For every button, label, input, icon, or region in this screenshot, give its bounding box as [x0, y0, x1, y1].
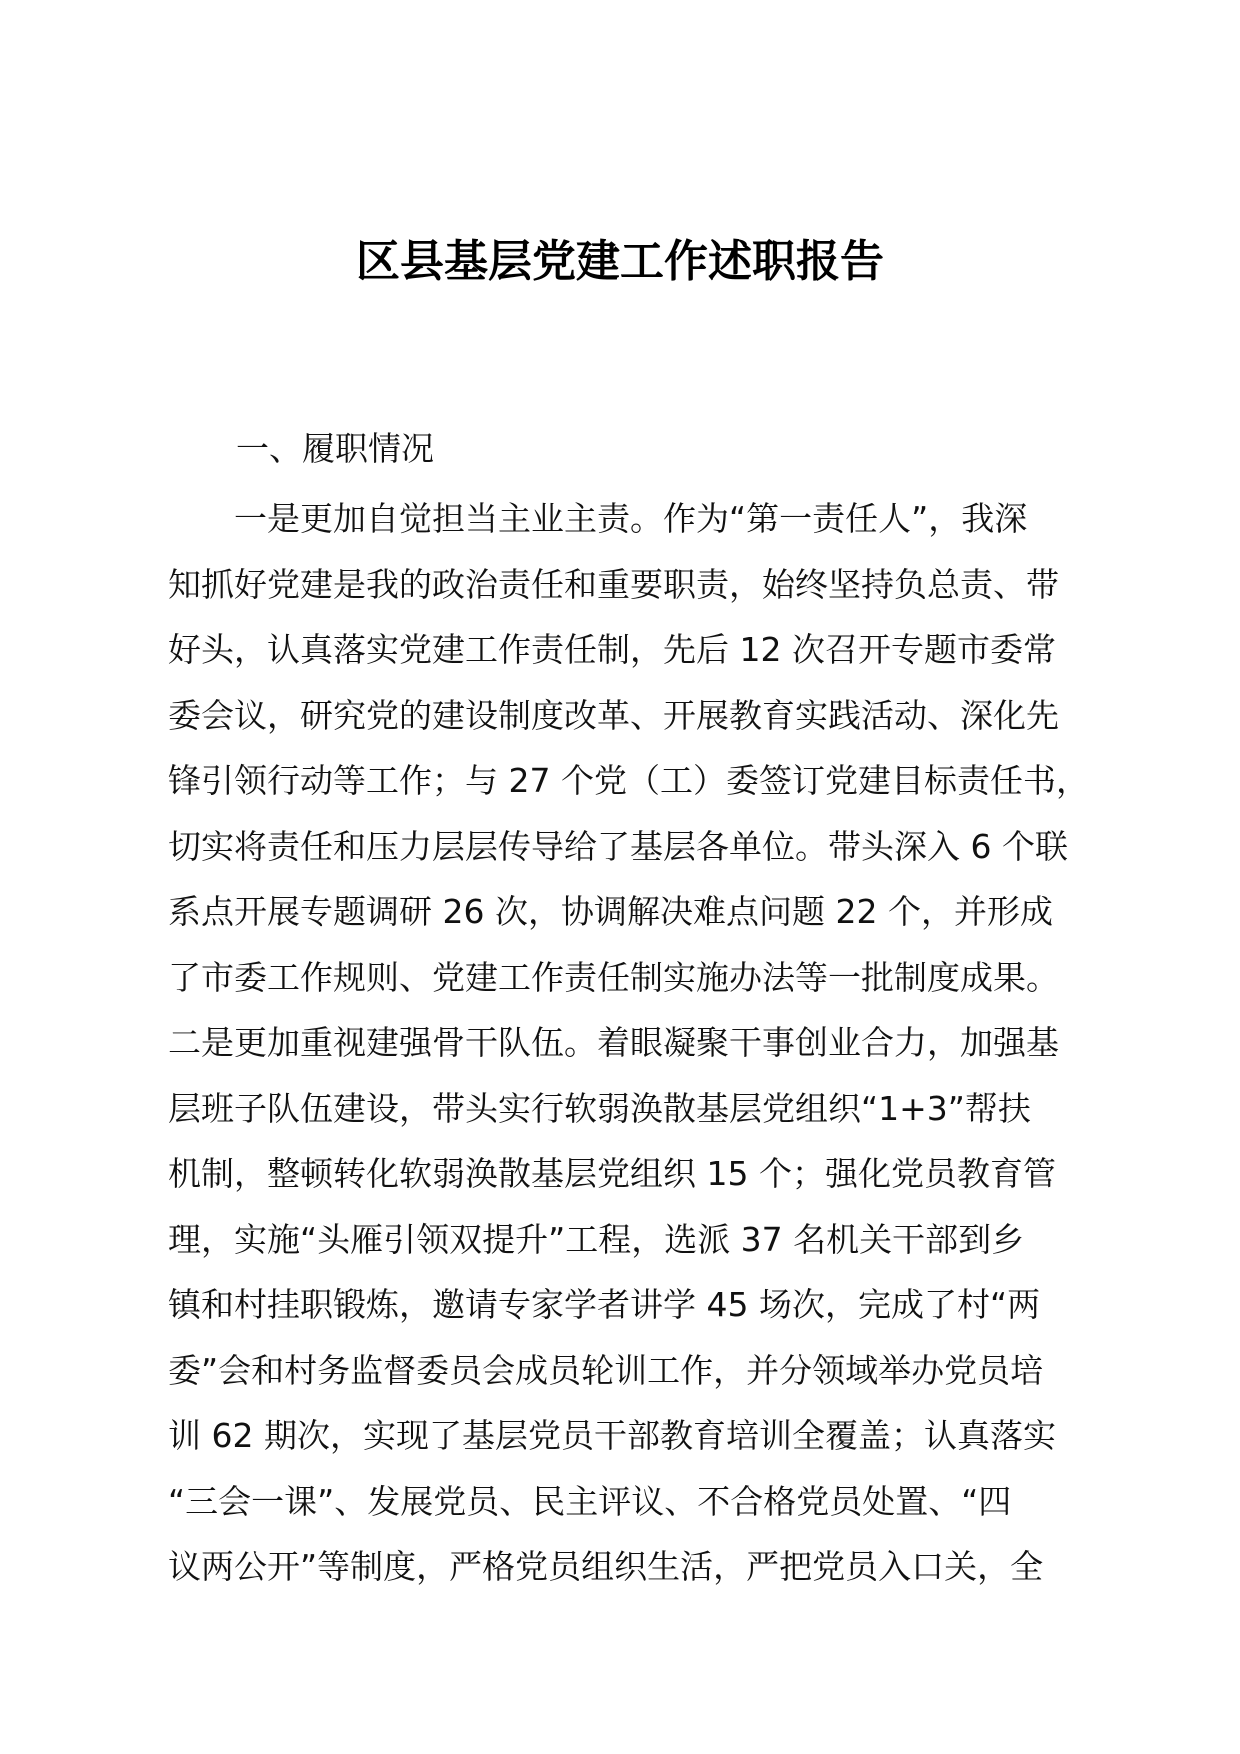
- body-line: 机制，整顿转化软弱涣散基层党组织 15 个；强化党员教育管: [168, 1154, 1056, 1193]
- document-body: [168, 486, 1088, 1600]
- document-title: 区县基层党建工作述职报告: [356, 236, 884, 287]
- body-line: 委”会和村务监督委员会成员轮训工作，并分领域举办党员培: [168, 1350, 1044, 1390]
- body-line: 系点开展专题调研 26 次，协调解决难点问题 22 个，并形成: [168, 892, 1053, 931]
- body-line: 议两公开”等制度，严格党员组织生活，严把党员入口关，全: [168, 1547, 1044, 1586]
- body-line: 知抓好党建是我的政治责任和重要职责，始终坚持负总责、带: [168, 564, 1059, 604]
- body-line: 理，实施“头雁引领双提升”工程，选派 37 名机关干部到乡: [168, 1219, 1025, 1259]
- body-line: 了市委工作规则、党建工作责任制实施办法等一批制度成果。: [168, 957, 1059, 997]
- body-line: 锋引领行动等工作；与 27 个党（工）委签订党建目标责任书，: [168, 761, 1089, 800]
- section-heading: 一、履职情况: [236, 429, 434, 468]
- body-line: 镇和村挂职锻炼，邀请专家学者讲学 45 场次，完成了村“两: [168, 1285, 1041, 1324]
- body-line: 一是更加自觉担当主业主责。作为“第一责任人”，我深: [168, 499, 1028, 538]
- body-line: 二是更加重视建强骨干队伍。着眼凝聚干事创业合力，加强基: [168, 1023, 1059, 1062]
- body-line: 切实将责任和压力层层传导给了基层各单位。带头深入 6 个联: [168, 826, 1068, 866]
- body-line: 训 62 期次，实现了基层党员干部教育培训全覆盖；认真落实: [168, 1416, 1056, 1455]
- body-line: 好头，认真落实党建工作责任制，先后 12 次召开专题市委常: [168, 630, 1056, 669]
- body-line: 委会议，研究党的建设制度改革、开展教育实践活动、深化先: [168, 695, 1059, 735]
- body-line: 层班子队伍建设，带头实行软弱涣散基层党组织“1+3”帮扶: [168, 1088, 1031, 1128]
- body-line: “三会一课”、发展党员、民主评议、不合格党员处置、“四: [168, 1481, 1012, 1521]
